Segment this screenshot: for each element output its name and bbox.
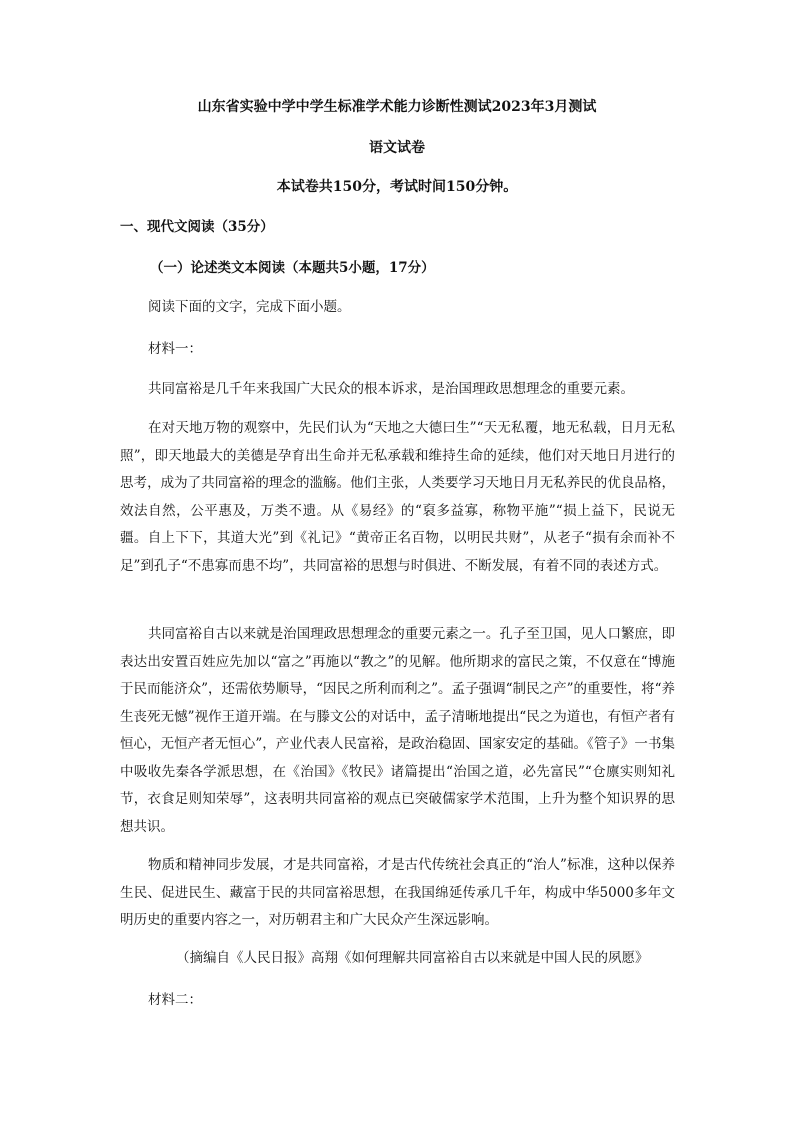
subsection-heading: （一）论述类文本阅读（本题共5小题，17分） [150,260,435,276]
paragraph-intro: 共同富裕是几千年来我国广大民众的根本诉求，是治国理政思想理念的重要元素。 [148,381,634,397]
paper-title: 语文试卷 [369,140,425,156]
exam-title: 山东省实验中学中学生标准学术能力诊断性测试2023年3月测试 [197,99,597,115]
section-heading: 一、现代文阅读（35分） [120,219,274,235]
paragraph-history: 共同富裕自古以来就是治国理政思想理念的重要元素之一。孔子至卫国，见人口繁庶，即表达出安置百姓应先加以“富之”再施以“教之”的见解。他所期求的富民之策，不仅意在“博施于民而能济众”，还需依势顺导，“因民之所利而利之”。孟子强调“制民之产”的重要性，将“养生丧死无憾”视作王道开端。在与滕文公的对话中，孟子清晰地提出“民之为道也，有恒产者有恒心，无恒产者无恒心”，产业代表人民富裕，是政治稳固、国家安定的基础。《管子》一书集中吸收先秦各学派思想，在《治国》《牧民》诸篇提出“治国之道，必先富民”“仓廪实则知礼节，衣食足则知荣辱”，这表明共同富裕的观点已突破儒家学术范围，上升为整个知识界的思想共识。 [120,626,675,835]
reading-instruction: 阅读下面的文字，完成下面小题。 [148,299,351,315]
material-one-label: 材料一： [148,341,202,357]
paragraph-nature: 在对天地万物的观察中，先民们认为“天地之大德曰生”“天无私覆，地无私载，日月无私照”，即天地最大的美德是孕育出生命并无私承载和维持生命的延续，他们对天地日月进行的思考，成为了共同富裕的理念的滥觞。他们主张，人类要学习天地日月无私养民的优良品格，效法自然，公平惠及，万类不遗。从《易经》的“裒多益寡，称物平施”“损上益下，民说无疆。自上下下，其道大光”到《礼记》“黄帝正名百物，以明民共财”，从老子“损有余而补不足”到孔子“不患寡而患不均”，共同富裕的思想与时俱进、不断发展，有着不同的表述方式。 [120,420,675,574]
exam-info: 本试卷共150分，考试时间150分钟。 [276,179,518,195]
material-two-label: 材料二： [148,992,202,1008]
source-citation: （摘编自《人民日报》高翔《如何理解共同富裕自古以来就是中国人民的夙愿》 [176,950,649,966]
paragraph-conclusion: 物质和精神同步发展，才是共同富裕，才是古代传统社会真正的“治人”标准，这种以保养生民、促进民生、藏富于民的共同富裕思想，在我国绵延传承几千年，构成中华5000多年文明历史的重要内容之一，对历朝君主和广大民众产生深远影响。 [120,857,675,928]
